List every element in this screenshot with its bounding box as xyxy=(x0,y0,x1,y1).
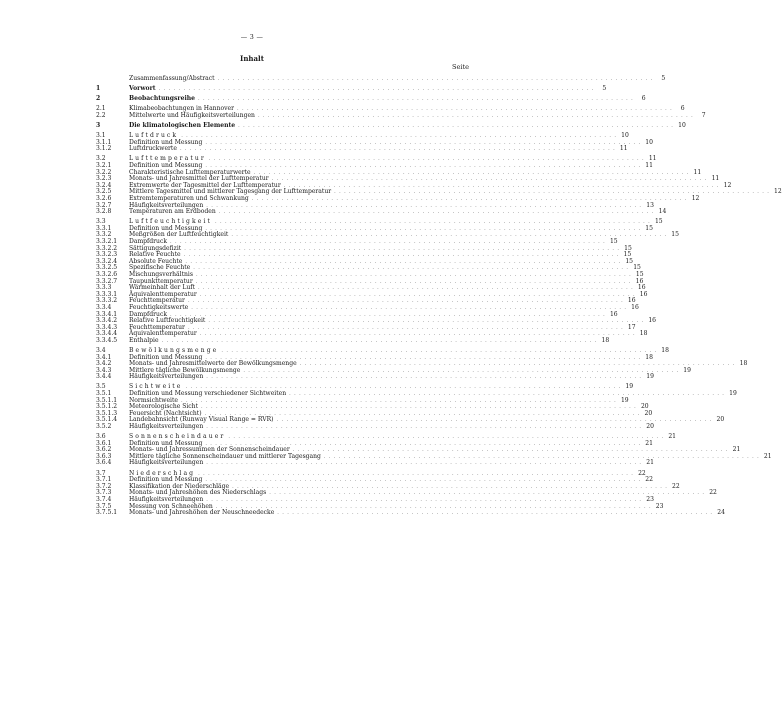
dot-leader: . . . . . . . . . . . . . . . . . . . . . . . . . . . . . . . . . . . . . . . . . . . . . . . . . . . . . . . . . . . . . . . . . . . . . . . . . . . . . . . . . . . . . . . . xyxy=(271,176,708,183)
toc-entry-title: Wärmeinhalt der Luft xyxy=(129,284,195,292)
dot-leader: . . . . . . . . . . . . . . . . . . . . . . . . . . . . . . . . . . . . . . . . . . . . . . . . . . . . . . . . . . . . . . . . . . . . . . . . . . . . . . . . . . . . . . . . xyxy=(257,112,694,119)
dot-leader: . . . . . . . . . . . . . . . . . . . . . . . . . . . . . . . . . . . . . . . . . . . . . . . . . . . . . . . . . . . . . . . . . . . . . . . . . . . . . . . . . . . . . . . . xyxy=(170,311,606,318)
toc-entry-page: 15 xyxy=(633,264,641,272)
dot-leader: . . . . . . . . . . . . . . . . . . . . . . . . . . . . . . . . . . . . . . . . . . . . . . . . . . . . . . . . . . . . . . . . . . . . . . . . . . . . . . . . . . . . . . . . xyxy=(205,162,641,169)
toc-entry-page: 22 xyxy=(709,489,717,497)
toc-entry-number: 3.3.2.4 xyxy=(96,257,118,265)
dot-leader: . . . . . . . . . . . . . . . . . . . . . . . . . . . . . . . . . . . . . . . . . . . . . . . . . . . . . . . . . . . . . . . . . . . . . . . . . . . . . . . . . . . . . . . . xyxy=(198,470,634,477)
toc-entry-page: 16 xyxy=(648,317,657,325)
toc-entry-title: Mittlere Tagesmittel und mittlerer Tagesgang der Lufttemperatur xyxy=(129,188,332,196)
toc-entry-title: Feuchtigkeitswerte xyxy=(129,303,189,311)
toc-entry-page: 16 xyxy=(627,297,636,305)
toc-entry-title: Luftfeuchtigkeit xyxy=(129,218,213,226)
toc-entry-title: Definition und Messung xyxy=(129,476,203,484)
dot-leader: . . . . . . . . . . . . . . . . . . . . . . . . . . . . . . . . . . . . . . . . . . . . . . . . . . . . . . . . . . . . . . . . . . . . . . . . . . . . . . . . . . . . . . . . xyxy=(276,417,713,424)
toc-entry-page: 21 xyxy=(645,439,653,447)
toc-entry-page: 23 xyxy=(646,495,654,503)
toc-entry-title: Relative Luftfeuchtigkeit xyxy=(129,317,206,325)
toc-entry-number: 3.3.4.1 xyxy=(96,310,118,318)
dot-leader: . . . . . . . . . . . . . . . . . . . . . . . . . . . . . . . . . . . . . . . . . . . . . . . . . . . . . . . . . . . . . . . . . . . . . . . . . . . . . . . . . . . . . . . . xyxy=(208,318,645,325)
toc-entry-title: Zusammenfassung/Abstract xyxy=(129,75,215,82)
dot-leader: . . . . . . . . . . . . . . . . . . . . . . . . . . . . . . . . . . . . . . . . . . . . . . . . . . . . . . . . . . . . . . . . . . . . . . . . . . . . . . . . . . . . . . . . xyxy=(237,106,673,113)
toc-entry-page: 21 xyxy=(668,433,677,441)
toc-entry xyxy=(96,145,628,153)
dot-leader: . . . . . . . . . . . . . . . . . . . . . . . . . . . . . . . . . . . . . . . . . . . . . . . . . . . . . . . . . . . . . . . . . . . . . . . . . . . . . . . . . . . . . . . . xyxy=(269,490,705,497)
toc-entry-number: 3.3.3.2 xyxy=(96,297,118,305)
dot-leader: . . . . . . . . . . . . . . . . . . . . . . . . . . . . . . . . . . . . . . . . . . . . . . . . . . . . . . . . . . . . . . . . . . . . . . . . . . . . . . . . . . . . . . . . xyxy=(205,354,641,361)
toc-entry-title: Feuchttemperatur xyxy=(129,323,185,331)
toc-entry-page: 20 xyxy=(646,423,654,430)
toc-entry-number: 3.7 xyxy=(96,469,106,477)
toc-entry-title: Mischungsverhältnis xyxy=(129,270,193,278)
toc-entry xyxy=(96,509,725,517)
toc-entry-title: Klassifikation der Niederschläge xyxy=(129,482,230,490)
dot-leader: . . . . . . . . . . . . . . . . . . . . . . . . . . . . . . . . . . . . . . . . . . . . . . . . . . . . . . . . . . . . . . . . . . . . . . . . . . . . . . . . . . . . . . . . xyxy=(232,483,668,490)
dot-leader: . . . . . . . . . . . . . . . . . . . . . . . . . . . . . . . . . . . . . . . . . . . . . . . . . . . . . . . . . . . . . . . . . . . . . . . . . . . . . . . . . . . . . . . . xyxy=(228,434,665,441)
toc-entry-title: Mittelwerte und Häufigkeitsverteilungen xyxy=(129,111,255,119)
toc-entry-number: 3.3.3 xyxy=(96,284,112,292)
toc-entry-number: 3.5.1.3 xyxy=(96,409,118,417)
dot-leader: . . . . . . . . . . . . . . . . . . . . . . . . . . . . . . . . . . . . . . . . . . . . . . . . . . . . . . . . . . . . . . . . . . . . . . . . . . . . . . . . . . . . . . . . xyxy=(277,510,713,517)
toc-entry-page: 21 xyxy=(763,452,772,460)
dot-leader: . . . . . . . . . . . . . . . . . . . . . . . . . . . . . . . . . . . . . . . . . . . . . . . . . . . . . . . . . . . . . . . . . . . . . . . . . . . . . . . . . . . . . . . . xyxy=(161,337,598,344)
toc-entry-number: 3.2.8 xyxy=(96,208,112,216)
dot-leader: . . . . . . . . . . . . . . . . . . . . . . . . . . . . . . . . . . . . . . . . . . . . . . . . . . . . . . . . . . . . . . . . . . . . . . . . . . . . . . . . . . . . . . . . xyxy=(221,347,657,354)
toc-entry-number: 3.6.2 xyxy=(96,446,112,454)
toc-entry-page: 22 xyxy=(638,469,646,477)
toc-entry-title: Die klimatologischen Elemente xyxy=(129,121,236,129)
toc-entry-number: 2.2 xyxy=(96,111,106,119)
toc-entry-number: 3.7.1 xyxy=(96,476,112,484)
toc-entry-number: 3.1 xyxy=(96,132,106,140)
toc-entry xyxy=(96,85,607,93)
toc-entry-page: 19 xyxy=(683,366,691,374)
toc-entry-title: Taupunkttemperatur xyxy=(129,277,193,285)
toc-entry-page: 11 xyxy=(619,145,628,153)
dot-leader: . . . . . . . . . . . . . . . . . . . . . . . . . . . . . . . . . . . . . . . . . . . . . . . . . . . . . . . . . . . . . . . . . . . . . . . . . . . . . . . . . . . . . . . . xyxy=(187,324,624,331)
toc-entry-title: Absolute Feuchte xyxy=(129,257,183,265)
dot-leader: . . . . . . . . . . . . . . . . . . . . . . . . . . . . . . . . . . . . . . . . . . . . . . . . . . . . . . . . . . . . . . . . . . . . . . . . . . . . . . . . . . . . . . . . xyxy=(253,169,690,176)
toc-entry-number: 3.5.1 xyxy=(96,390,112,398)
toc-entry-page: 15 xyxy=(609,237,618,245)
toc-entry-number: 3.2.5 xyxy=(96,188,112,196)
toc-entry-title: Dampfdruck xyxy=(129,237,168,245)
toc-entry-number: 3.6.1 xyxy=(96,439,112,447)
toc-entry-number: 3.5.2 xyxy=(96,423,112,430)
toc-entry xyxy=(96,111,706,120)
dot-leader: . . . . . . . . . . . . . . . . . . . . . . . . . . . . . . . . . . . . . . . . . . . . . . . . . . . . . . . . . . . . . . . . . . . . . . . . . . . . . . . . . . . . . . . . xyxy=(208,156,645,163)
dot-leader: . . . . . . . . . . . . . . . . . . . . . . . . . . . . . . . . . . . . . . . . . . . . . . . . . . . . . . . . . . . . . . . . . . . . . . . . . . . . . . . . . . . . . . . . xyxy=(206,496,642,503)
toc-entry-page: 20 xyxy=(640,403,649,411)
toc-entry-page: 16 xyxy=(609,310,618,318)
toc-entry-number: 3.3.4.2 xyxy=(96,317,118,325)
toc-entry-number: 3.2.2 xyxy=(96,168,112,176)
dot-leader: . . . . . . . . . . . . . . . . . . . . . . . . . . . . . . . . . . . . . . . . . . . . . . . . . . . . . . . . . . . . . . . . . . . . . . . . . . . . . . . . . . . . . . . . xyxy=(218,209,655,216)
dot-leader: . . . . . . . . . . . . . . . . . . . . . . . . . . . . . . . . . . . . . . . . . . . . . . . . . . . . . . . . . . . . . . . . . . . . . . . . . . . . . . . . . . . . . . . . xyxy=(215,503,652,510)
toc-entry-title: Spezifische Feuchte xyxy=(129,264,191,272)
toc-entry-page: 15 xyxy=(671,231,679,239)
toc-entry-page: 5 xyxy=(661,75,666,82)
dot-leader: . . . . . . . . . . . . . . . . . . . . . . . . . . . . . . . . . . . . . . . . . . . . . . . . . . . . . . . . . . . . . . . . . . . . . . . . . . . . . . . . . . . . . . . . xyxy=(215,219,651,226)
toc-entry-page: 15 xyxy=(654,218,663,226)
toc-entry-page: 18 xyxy=(739,360,748,368)
toc-entry xyxy=(96,208,667,216)
toc-entry-number: 3.3.2.3 xyxy=(96,251,118,259)
toc-entry-page: 6 xyxy=(641,95,646,103)
dot-leader: . . . . . . . . . . . . . . . . . . . . . . . . . . . . . . . . . . . . . . . . . . . . . . . . . . . . . . . . . . . . . . . . . . . . . . . . . . . . . . . . . . . . . . . . xyxy=(195,278,632,285)
toc-entry-number: 3.4 xyxy=(96,346,106,354)
toc-entry-page: 11 xyxy=(693,168,702,176)
toc-entry-title: Extremtemperaturen und Schwankung xyxy=(129,194,249,202)
dot-leader: . . . . . . . . . . . . . . . . . . . . . . . . . . . . . . . . . . . . . . . . . . . . . . . . . . . . . . . . . . . . . . . . . . . . . . . . . . . . . . . . . . . . . . . . xyxy=(170,238,606,245)
toc-entry-page: 18 xyxy=(601,336,610,344)
toc-entry-number: 2 xyxy=(96,95,101,103)
toc-entry-title: Extremwerte der Tagesmittel der Lufttemperatur xyxy=(129,181,281,189)
toc-entry-title: Meteorologische Sicht xyxy=(129,403,199,411)
toc-entry-page: 15 xyxy=(624,244,632,252)
toc-entry-title: Monats- und Jahresmittelwerte der Bewölkungsmenge xyxy=(129,360,297,368)
toc-entry-title: Sättigungsdefizit xyxy=(129,244,182,252)
toc-entry-title: Monats- und Jahreshöhen der Neuschneedecke xyxy=(129,509,275,517)
toc-entry-title: Dampfdruck xyxy=(129,310,168,318)
dot-leader: . . . . . . . . . . . . . . . . . . . . . . . . . . . . . . . . . . . . . . . . . . . . . . . . . . . . . . . . . . . . . . . . . . . . . . . . . . . . . . . . . . . . . . . . xyxy=(299,361,736,368)
dot-leader: . . . . . . . . . . . . . . . . . . . . . . . . . . . . . . . . . . . . . . . . . . . . . . . . . . . . . . . . . . . . . . . . . . . . . . . . . . . . . . . . . . . . . . . . xyxy=(334,189,770,196)
dot-leader: . . . . . . . . . . . . . . . . . . . . . . . . . . . . . . . . . . . . . . . . . . . . . . . . . . . . . . . . . . . . . . . . . . . . . . . . . . . . . . . . . . . . . . . . xyxy=(217,76,654,82)
toc-entry-number: 3 xyxy=(96,121,101,129)
toc-entry-title: Definition und Messung xyxy=(129,224,203,232)
toc-entry-title: Luftdruck xyxy=(129,132,179,140)
toc-entry-number: 3.3.2.1 xyxy=(96,237,118,245)
toc-entry-title: Lufttemperatur xyxy=(129,155,206,163)
toc-entry-title: Monats- und Jahreshöhen des Niederschlags xyxy=(129,489,267,497)
toc-entry xyxy=(96,373,654,381)
toc-entry-title: Niederschlag xyxy=(129,469,196,477)
toc-entry-page: 20 xyxy=(644,409,653,417)
toc-entry-title: Relative Feuchte xyxy=(129,251,181,259)
toc-entry-title: Sichtweite xyxy=(129,383,183,391)
toc-entry-page: 11 xyxy=(645,161,653,169)
dot-leader: . . . . . . . . . . . . . . . . . . . . . . . . . . . . . . . . . . . . . . . . . . . . . . . . . . . . . . . . . . . . . . . . . . . . . . . . . . . . . . . . . . . . . . . . xyxy=(185,258,622,265)
toc-entry-page: 22 xyxy=(645,476,653,484)
dot-leader: . . . . . . . . . . . . . . . . . . . . . . . . . . . . . . . . . . . . . . . . . . . . . . . . . . . . . . . . . . . . . . . . . . . . . . . . . . . . . . . . . . . . . . . . xyxy=(185,384,622,391)
toc-entry-number: 3.3.2.2 xyxy=(96,244,118,252)
toc-entry-title: Definition und Messung xyxy=(129,353,203,361)
toc-entry-title: Luftdruckwerte xyxy=(129,145,177,153)
toc-entry-page: 10 xyxy=(678,121,686,129)
toc-entry-number: 3.5.1.2 xyxy=(96,403,118,411)
toc-entry-number: 3.3.2.7 xyxy=(96,277,118,285)
table-of-contents xyxy=(96,75,782,517)
toc-entry-title: Bewölkungsmenge xyxy=(129,346,219,354)
toc-entry-page: 23 xyxy=(655,502,664,510)
toc-entry-number: 3.2.3 xyxy=(96,175,112,183)
toc-entry xyxy=(96,423,654,431)
toc-entry-number: 3.3 xyxy=(96,218,106,226)
toc-entry-number: 3.3.1 xyxy=(96,224,112,232)
dot-leader: . . . . . . . . . . . . . . . . . . . . . . . . . . . . . . . . . . . . . . . . . . . . . . . . . . . . . . . . . . . . . . . . . . . . . . . . . . . . . . . . . . . . . . . . xyxy=(243,367,679,374)
dot-leader: . . . . . . . . . . . . . . . . . . . . . . . . . . . . . . . . . . . . . . . . . . . . . . . . . . . . . . . . . . . . . . . . . . . . . . . . . . . . . . . . . . . . . . . . xyxy=(179,146,616,153)
toc-entry-title: Charakteristische Lufttemperaturwerte xyxy=(129,168,251,176)
dot-leader: . . . . . . . . . . . . . . . . . . . . . . . . . . . . . . . . . . . . . . . . . . . . . . . . . . . . . . . . . . . . . . . . . . . . . . . . . . . . . . . . . . . . . . . . xyxy=(231,232,667,239)
toc-entry-number: 3.5 xyxy=(96,383,106,391)
toc-entry-number: 3.6.4 xyxy=(96,459,112,467)
page-number: — 3 — xyxy=(240,33,264,41)
toc-entry-number: 3.2.7 xyxy=(96,201,112,209)
toc-entry-page: 5 xyxy=(602,85,607,93)
dot-leader: . . . . . . . . . . . . . . . . . . . . . . . . . . . . . . . . . . . . . . . . . . . . . . . . . . . . . . . . . . . . . . . . . . . . . . . . . . . . . . . . . . . . . . . . xyxy=(251,195,688,202)
toc-entry-number: 3.3.2.5 xyxy=(96,264,118,272)
toc-entry-number: 3.3.4.4 xyxy=(96,330,118,338)
dot-leader: . . . . . . . . . . . . . . . . . . . . . . . . . . . . . . . . . . . . . . . . . . . . . . . . . . . . . . . . . . . . . . . . . . . . . . . . . . . . . . . . . . . . . . . . xyxy=(206,202,642,209)
toc-entry-page: 15 xyxy=(625,257,634,265)
toc-entry-page: 21 xyxy=(732,446,741,454)
toc-entry-number: 3.2 xyxy=(96,155,106,163)
toc-entry-number: 3.4.1 xyxy=(96,353,112,361)
toc-entry-number: 3.2.6 xyxy=(96,194,112,202)
toc-entry-title: Vorwort xyxy=(129,85,156,93)
toc-entry-number: 3.4.2 xyxy=(96,360,112,368)
dot-leader: . . . . . . . . . . . . . . . . . . . . . . . . . . . . . . . . . . . . . . . . . . . . . . . . . . . . . . . . . . . . . . . . . . . . . . . . . . . . . . . . . . . . . . . . xyxy=(292,447,729,454)
toc-title: Inhalt xyxy=(240,54,264,63)
toc-entry-number: 3.4.3 xyxy=(96,366,112,374)
toc-entry-page: 12 xyxy=(723,181,732,189)
dot-leader: . . . . . . . . . . . . . . . . . . . . . . . . . . . . . . . . . . . . . . . . . . . . . . . . . . . . . . . . . . . . . . . . . . . . . . . . . . . . . . . . . . . . . . . . xyxy=(206,424,642,430)
toc-entry-page: 20 xyxy=(716,416,725,424)
toc-entry xyxy=(96,75,666,83)
toc-entry-number: 3.5.1.4 xyxy=(96,416,118,424)
toc-entry-title: Sonnenscheindauer xyxy=(129,433,226,441)
toc-entry-page: 22 xyxy=(672,482,680,490)
toc-entry-page: 19 xyxy=(729,390,737,398)
toc-entry-page: 12 xyxy=(774,188,782,196)
toc-entry-page: 15 xyxy=(623,251,632,259)
toc-entry-title: Monats- und Jahressummen der Sonnenscheindauer xyxy=(129,446,290,454)
toc-entry-title: Häufigkeitsverteilungen xyxy=(129,495,204,503)
toc-entry-page: 11 xyxy=(648,155,657,163)
dot-leader: . . . . . . . . . . . . . . . . . . . . . . . . . . . . . . . . . . . . . . . . . . . . . . . . . . . . . . . . . . . . . . . . . . . . . . . . . . . . . . . . . . . . . . . . xyxy=(323,453,760,460)
toc-entry-page: 13 xyxy=(646,201,654,209)
dot-leader: . . . . . . . . . . . . . . . . . . . . . . . . . . . . . . . . . . . . . . . . . . . . . . . . . . . . . . . . . . . . . . . . . . . . . . . . . . . . . . . . . . . . . . . . xyxy=(205,225,641,232)
toc-entry-page: 24 xyxy=(717,509,725,517)
toc-entry-number: 3.5.1.1 xyxy=(96,396,118,404)
dot-leader: . . . . . . . . . . . . . . . . . . . . . . . . . . . . . . . . . . . . . . . . . . . . . . . . . . . . . . . . . . . . . . . . . . . . . . . . . . . . . . . . . . . . . . . . xyxy=(206,460,642,467)
dot-leader: . . . . . . . . . . . . . . . . . . . . . . . . . . . . . . . . . . . . . . . . . . . . . . . . . . . . . . . . . . . . . . . . . . . . . . . . . . . . . . . . . . . . . . . . xyxy=(158,86,595,93)
toc-entry-page: 14 xyxy=(658,208,667,216)
dot-leader: . . . . . . . . . . . . . . . . . . . . . . . . . . . . . . . . . . . . . . . . . . . . . . . . . . . . . . . . . . . . . . . . . . . . . . . . . . . . . . . . . . . . . . . . xyxy=(201,404,637,411)
dot-leader: . . . . . . . . . . . . . . . . . . . . . . . . . . . . . . . . . . . . . . . . . . . . . . . . . . . . . . . . . . . . . . . . . . . . . . . . . . . . . . . . . . . . . . . . xyxy=(289,391,725,398)
toc-entry-number: 2.1 xyxy=(96,105,106,113)
dot-leader: . . . . . . . . . . . . . . . . . . . . . . . . . . . . . . . . . . . . . . . . . . . . . . . . . . . . . . . . . . . . . . . . . . . . . . . . . . . . . . . . . . . . . . . . xyxy=(181,397,617,404)
toc-entry-title: Monats- und Jahresmittel der Lufttemperatur xyxy=(129,175,269,183)
toc-entry-title: Häufigkeitsverteilungen xyxy=(129,423,204,430)
toc-entry-number: 3.2.1 xyxy=(96,161,112,169)
dot-leader: . . . . . . . . . . . . . . . . . . . . . . . . . . . . . . . . . . . . . . . . . . . . . . . . . . . . . . . . . . . . . . . . . . . . . . . . . . . . . . . . . . . . . . . . xyxy=(184,245,620,252)
toc-entry-number: 3.6 xyxy=(96,433,106,441)
toc-entry-page: 12 xyxy=(691,194,700,202)
toc-entry-title: Häufigkeitsverteilungen xyxy=(129,373,204,381)
toc-entry-page: 18 xyxy=(645,353,653,361)
toc-entry-number: 3.7.5 xyxy=(96,502,112,510)
dot-leader: . . . . . . . . . . . . . . . . . . . . . . . . . . . . . . . . . . . . . . . . . . . . . . . . . . . . . . . . . . . . . . . . . . . . . . . . . . . . . . . . . . . . . . . . xyxy=(205,440,641,447)
toc-entry-page: 10 xyxy=(645,138,653,146)
toc-entry-page: 16 xyxy=(631,303,639,311)
toc-entry-page: 7 xyxy=(701,111,706,119)
dot-leader: . . . . . . . . . . . . . . . . . . . . . . . . . . . . . . . . . . . . . . . . . . . . . . . . . . . . . . . . . . . . . . . . . . . . . . . . . . . . . . . . . . . . . . . . xyxy=(199,291,636,298)
toc-entry xyxy=(96,121,686,130)
toc-entry-title: Temperaturen am Erdboden xyxy=(129,208,216,216)
page-column-header: Seite xyxy=(452,63,470,71)
toc-entry-title: Klimabeobachtungen in Hannover xyxy=(129,105,234,113)
toc-entry-page: 11 xyxy=(711,175,720,183)
toc-entry-number: 3.3.4.5 xyxy=(96,336,118,344)
dot-leader: . . . . . . . . . . . . . . . . . . . . . . . . . . . . . . . . . . . . . . . . . . . . . . . . . . . . . . . . . . . . . . . . . . . . . . . . . . . . . . . . . . . . . . . . xyxy=(283,182,720,189)
toc-entry-number: 3.3.3.1 xyxy=(96,290,118,298)
dot-leader: . . . . . . . . . . . . . . . . . . . . . . . . . . . . . . . . . . . . . . . . . . . . . . . . . . . . . . . . . . . . . . . . . . . . . . . . . . . . . . . . . . . . . . . . xyxy=(205,477,641,484)
toc-entry-title: Äquivalenttemperatur xyxy=(129,330,197,338)
toc-entry-page: 16 xyxy=(635,277,644,285)
dot-leader: . . . . . . . . . . . . . . . . . . . . . . . . . . . . . . . . . . . . . . . . . . . . . . . . . . . . . . . . . . . . . . . . . . . . . . . . . . . . . . . . . . . . . . . . xyxy=(181,133,617,140)
toc-entry-page: 21 xyxy=(646,459,654,467)
toc-entry-page: 19 xyxy=(625,383,634,391)
dot-leader: . . . . . . . . . . . . . . . . . . . . . . . . . . . . . . . . . . . . . . . . . . . . . . . . . . . . . . . . . . . . . . . . . . . . . . . . . . . . . . . . . . . . . . . . xyxy=(198,96,634,103)
dot-leader: . . . . . . . . . . . . . . . . . . . . . . . . . . . . . . . . . . . . . . . . . . . . . . . . . . . . . . . . . . . . . . . . . . . . . . . . . . . . . . . . . . . . . . . . xyxy=(199,331,636,338)
toc-entry-title: Definition und Messung verschiedener Sichtweiten xyxy=(129,390,287,398)
toc-entry-title: Definition und Messung xyxy=(129,138,203,146)
toc-entry-title: Mittlere tägliche Sonnenscheindauer und mittlerer Tagesgang xyxy=(129,452,321,460)
toc-entry-page: 16 xyxy=(639,290,648,298)
toc-entry-title: Mittlere tägliche Bewölkungsmenge xyxy=(129,366,241,374)
toc-entry-page: 16 xyxy=(637,284,646,292)
toc-entry-title: Meßgrößen der Luftfeuchtigkeit xyxy=(129,231,229,239)
toc-entry xyxy=(96,459,654,467)
toc-entry-number: 3.3.2.6 xyxy=(96,270,118,278)
toc-entry-number: 3.3.4 xyxy=(96,303,112,311)
toc-entry-page: 15 xyxy=(635,270,644,278)
toc-entry xyxy=(96,336,610,345)
toc-entry-title: Definition und Messung xyxy=(129,161,203,169)
dot-leader: . . . . . . . . . . . . . . . . . . . . . . . . . . . . . . . . . . . . . . . . . . . . . . . . . . . . . . . . . . . . . . . . . . . . . . . . . . . . . . . . . . . . . . . . xyxy=(205,139,641,146)
toc-entry-title: Äquivalenttemperatur xyxy=(129,290,197,298)
toc-entry-number: 1 xyxy=(96,85,101,93)
toc-entry-number: 3.7.5.1 xyxy=(96,509,118,517)
dot-leader: . . . . . . . . . . . . . . . . . . . . . . . . . . . . . . . . . . . . . . . . . . . . . . . . . . . . . . . . . . . . . . . . . . . . . . . . . . . . . . . . . . . . . . . . xyxy=(183,252,620,259)
toc-entry-number: 3.1.1 xyxy=(96,138,112,146)
toc-entry-number: 3.2.4 xyxy=(96,181,112,189)
toc-entry-title: Messung von Schneehöhen xyxy=(129,502,213,510)
toc-entry-title: Normsichtweite xyxy=(129,396,179,404)
toc-entry-number: 3.3.2 xyxy=(96,231,112,239)
dot-leader: . . . . . . . . . . . . . . . . . . . . . . . . . . . . . . . . . . . . . . . . . . . . . . . . . . . . . . . . . . . . . . . . . . . . . . . . . . . . . . . . . . . . . . . . xyxy=(204,410,641,417)
toc-entry-number: 3.3.4.3 xyxy=(96,323,118,331)
toc-entry-page: 18 xyxy=(661,346,669,354)
dot-leader: . . . . . . . . . . . . . . . . . . . . . . . . . . . . . . . . . . . . . . . . . . . . . . . . . . . . . . . . . . . . . . . . . . . . . . . . . . . . . . . . . . . . . . . . xyxy=(195,271,632,278)
toc-entry-number: 3.4.4 xyxy=(96,373,112,381)
toc-entry-page: 6 xyxy=(680,105,685,113)
toc-entry-title: Beobachtungsreihe xyxy=(129,95,196,103)
toc-entry-page: 19 xyxy=(646,373,654,381)
toc-entry-page: 10 xyxy=(621,132,629,140)
toc-entry-title: Häufigkeitsverteilungen xyxy=(129,459,204,467)
dot-leader: . . . . . . . . . . . . . . . . . . . . . . . . . . . . . . . . . . . . . . . . . . . . . . . . . . . . . . . . . . . . . . . . . . . . . . . . . . . . . . . . . . . . . . . . xyxy=(191,304,627,311)
toc-entry-page: 19 xyxy=(620,396,629,404)
toc-entry-title: Landebahnsicht (Runway Visual Range = RVR) xyxy=(129,416,274,424)
toc-entry-number: 3.7.4 xyxy=(96,495,112,503)
dot-leader: . . . . . . . . . . . . . . . . . . . . . . . . . . . . . . . . . . . . . . . . . . . . . . . . . . . . . . . . . . . . . . . . . . . . . . . . . . . . . . . . . . . . . . . . xyxy=(206,374,642,381)
toc-entry xyxy=(96,95,646,103)
toc-entry-number: 3.6.3 xyxy=(96,452,112,460)
toc-entry-title: Definition und Messung xyxy=(129,439,203,447)
toc-entry-number: 3.1.2 xyxy=(96,145,112,153)
toc-entry-page: 18 xyxy=(639,330,648,338)
toc-entry-page: 17 xyxy=(627,323,636,331)
toc-entry-title: Häufigkeitsverteilungen xyxy=(129,201,204,209)
dot-leader: . . . . . . . . . . . . . . . . . . . . . . . . . . . . . . . . . . . . . . . . . . . . . . . . . . . . . . . . . . . . . . . . . . . . . . . . . . . . . . . . . . . . . . . . xyxy=(193,265,629,272)
toc-entry-title: Feuchttemperatur xyxy=(129,297,185,305)
dot-leader: . . . . . . . . . . . . . . . . . . . . . . . . . . . . . . . . . . . . . . . . . . . . . . . . . . . . . . . . . . . . . . . . . . . . . . . . . . . . . . . . . . . . . . . . xyxy=(197,285,634,292)
dot-leader: . . . . . . . . . . . . . . . . . . . . . . . . . . . . . . . . . . . . . . . . . . . . . . . . . . . . . . . . . . . . . . . . . . . . . . . . . . . . . . . . . . . . . . . . xyxy=(187,298,624,305)
toc-entry-number: 3.7.3 xyxy=(96,489,112,497)
toc-entry-page: 15 xyxy=(645,224,653,232)
toc-entry-title: Enthalpie xyxy=(129,336,159,344)
toc-entry-number: 3.7.2 xyxy=(96,482,112,490)
dot-leader: . . . . . . . . . . . . . . . . . . . . . . . . . . . . . . . . . . . . . . . . . . . . . . . . . . . . . . . . . . . . . . . . . . . . . . . . . . . . . . . . . . . . . . . . xyxy=(238,122,674,129)
toc-entry-title: Feuersicht (Nachtsicht) xyxy=(129,409,202,417)
